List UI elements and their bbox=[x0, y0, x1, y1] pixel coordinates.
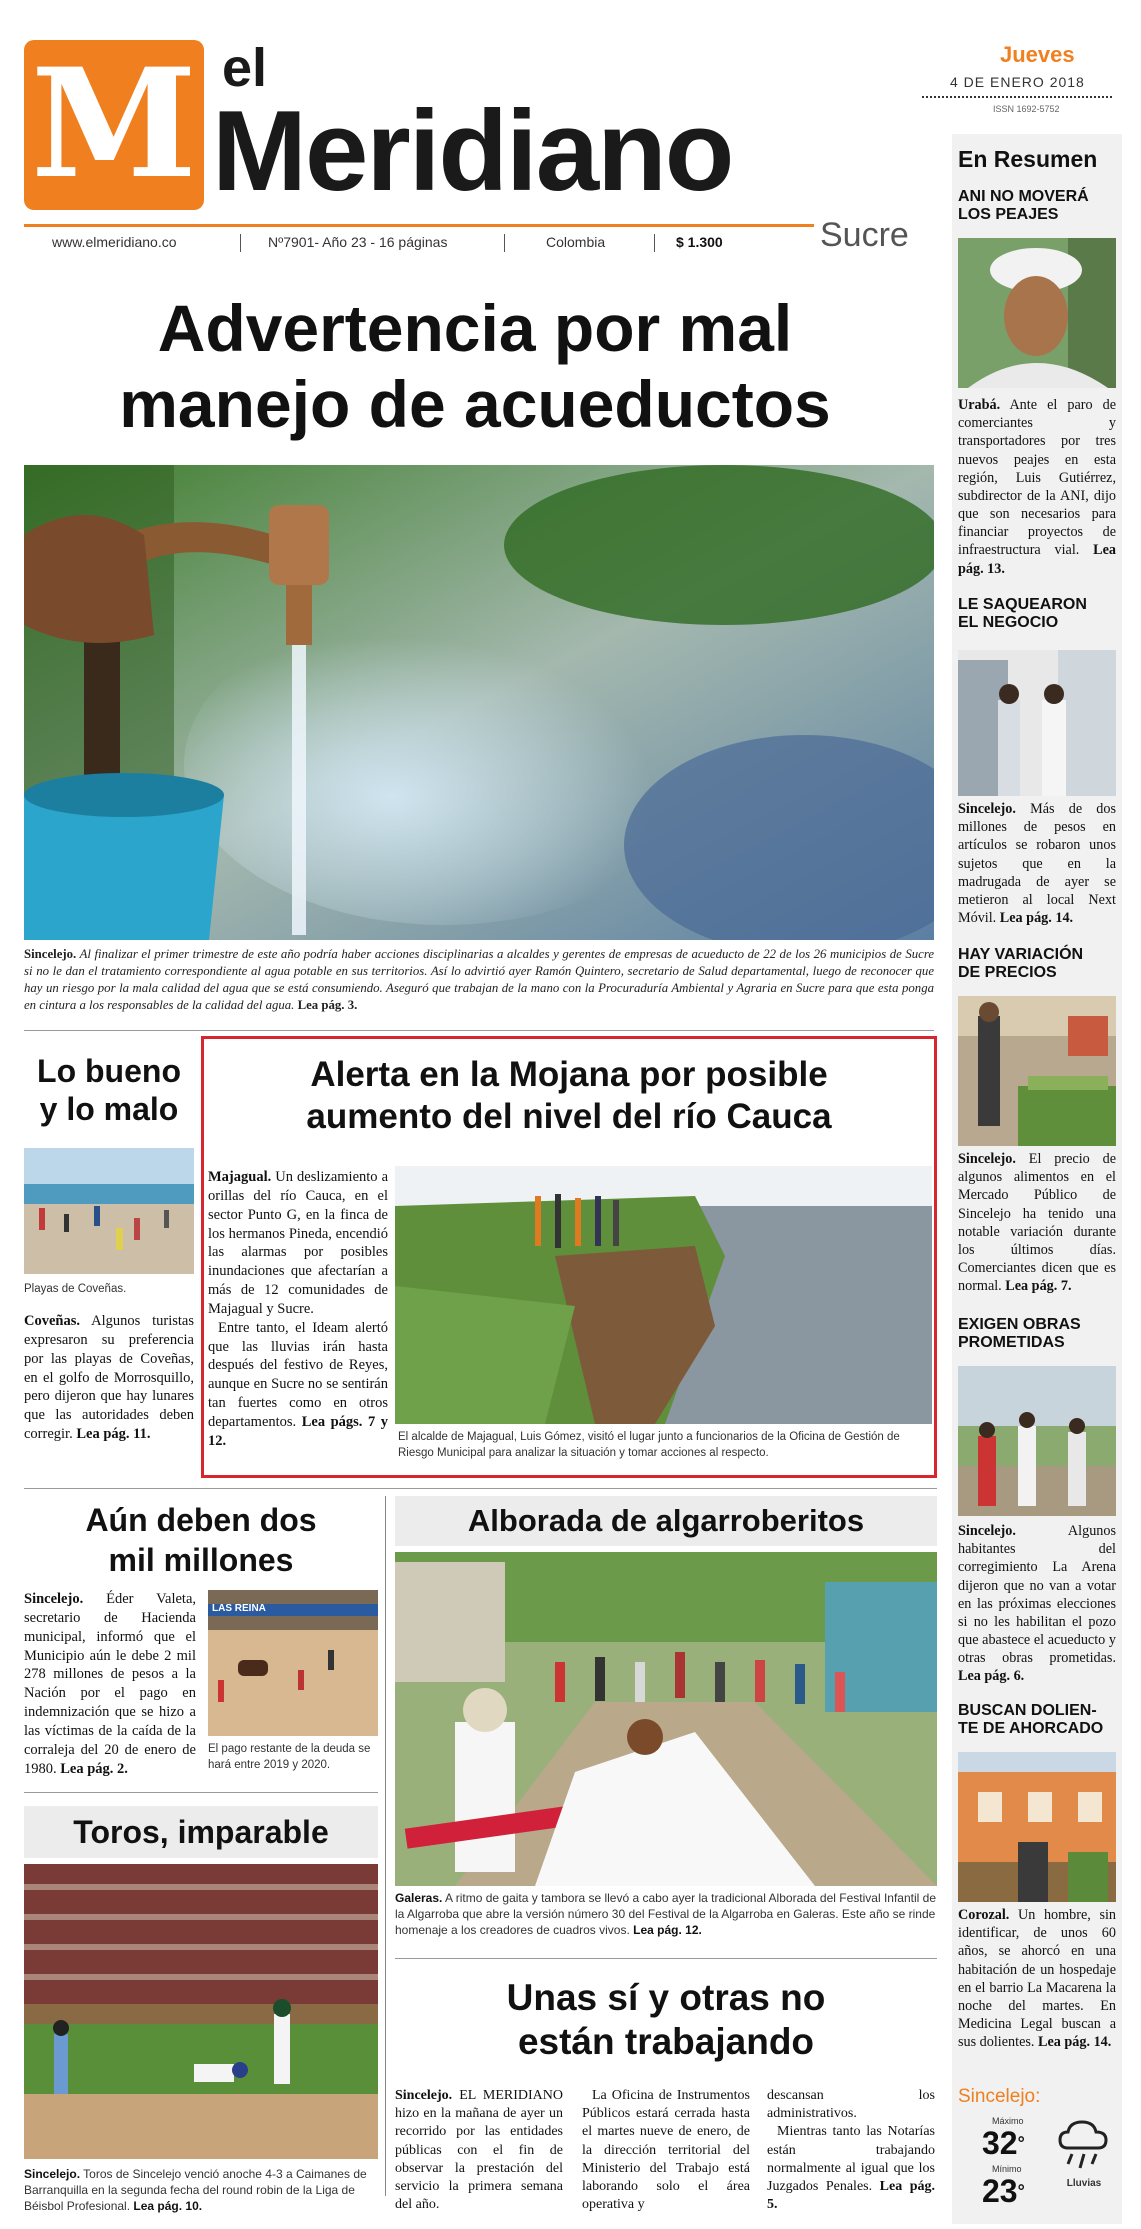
masthead-url[interactable]: www.elmeridiano.co bbox=[52, 234, 177, 250]
sidebar-item-4-head: EXIGEN OBRAS PROMETIDAS bbox=[958, 1316, 1081, 1352]
masthead-issn: ISSN 1692-5752 bbox=[993, 104, 1060, 114]
masthead-edition: Sucre bbox=[820, 216, 909, 254]
sidebar-item-3-text: Sincelejo. El precio de algunos alimentos en el Mercado Público de Sincelejo ha tenido una notable variación durante los últimos días. Comerciantes dicen que es normal. Lea pág. 7. bbox=[958, 1151, 1116, 1295]
weather-max-label: Máximo bbox=[992, 2116, 1024, 2126]
bueno-text: Coveñas. Algunos turistas expresaron su preferencia por las playas de Coveñas, en el golfo de Morrosquillo, pero dijeron que hay lunares que las autoridades deben corregir. Lea pág. 11. bbox=[24, 1313, 195, 1443]
weather-min-label: Mínimo bbox=[992, 2164, 1022, 2174]
weather-widget bbox=[952, 2086, 1122, 2224]
masthead-price: $ 1.300 bbox=[676, 234, 723, 250]
masthead-orange-rule bbox=[24, 224, 814, 227]
masthead-issue: Nº7901- Año 23 - 16 páginas bbox=[268, 234, 448, 250]
sidebar-item-1-photo bbox=[958, 238, 1116, 388]
deben-text: Sincelejo. Éder Valeta, secretario de Hacienda municipal, informó que el Municipio aún le debe 2 mil 278 millones de pesos a la Nación por el pago en indemnización que se hizo a las víctimas de la caída de la corraleja del 20 de enero de 1980. Lea pág. 2. bbox=[24, 1591, 197, 1777]
logo-letter: M bbox=[30, 36, 198, 212]
toros-headline: Toros, imparable bbox=[73, 1814, 329, 1850]
alborada-caption: Galeras. A ritmo de gaita y tambora se llevó a cabo ayer la tradicional Alborada del Festival Infantil de la Algarroba que abre la versión número 30 del Festival de la Algarroba en Galeras. Este año se rinde homenaje a los creadores de cuadros vivos. Lea pág. 12. bbox=[395, 1891, 936, 1938]
deben-photo-banner: LAS REINA bbox=[212, 1603, 266, 1614]
unas-col-1: Sincelejo. EL MERIDIANO hizo en la mañana de ayer un recorrido por las entidades públicas con el fin de observar la prestación del servicio la primera semana del año. bbox=[395, 2088, 563, 2213]
bueno-photo-caption: Playas de Coveñas. bbox=[24, 1283, 127, 1295]
lead-photo-faucet bbox=[24, 465, 934, 940]
masthead-country: Colombia bbox=[546, 234, 606, 250]
weather-max: 32° bbox=[982, 2125, 1025, 2161]
mojana-photo-riverbank bbox=[395, 1166, 932, 1424]
mojana-headline: Alerta en la Mojana por posible aumento del nivel del río Cauca bbox=[306, 1055, 832, 1136]
lead-headline: Advertencia por mal manejo de acueductos bbox=[119, 291, 831, 441]
lead-caption: Sincelejo. Al finalizar el primer trimestre de este año podría haber acciones disciplinarias a alcaldes y gerentes de empresas de acueducto de 22 de los 26 municipios de Sucre si no le dan el tratamiento correspondiente al agua potable en sus territorios. Así lo advirtió ayer Ramón Quintero, secretario de Salud departamental, luego de reconocer que hay un riesgo por la mala calidad del agua que se está consumiendo. Aseguró que trabajan de la mano con la Procuraduría Ambiental y Agraria en Sucre para que esta ponga en cintura a los responsables de la calidad del agua. Lea pág. 3. bbox=[24, 947, 935, 1013]
deben-headline: Aún deben dos mil millones bbox=[85, 1502, 317, 1578]
weather-min: 23° bbox=[982, 2173, 1025, 2209]
masthead-date: 4 DE ENERO 2018 bbox=[950, 74, 1085, 90]
sidebar-item-2-text: Sincelejo. Más de dos millones de pesos en artículos se robaron unos sujetos que en la madrugada de ayer se metieron al local Next Móvil. Lea pág. 14. bbox=[958, 801, 1116, 927]
sidebar-title: En Resumen bbox=[958, 146, 1098, 172]
toros-photo-baseball bbox=[24, 1864, 378, 2159]
alborada-photo-parade bbox=[395, 1552, 937, 1886]
unas-col-2: La Oficina de Instrumentos Públicos estará cerrada hasta el martes nueve de enero, de la dirección territorial del Ministerio del Trabajo está laborando solo el área operativa y bbox=[582, 2088, 750, 2213]
mojana-text: Majagual. Un deslizamiento a orillas del río Cauca, en el sector Punto G, en la finca de los hermanos Pineda, encendió las alarmas por posibles inundaciones que afectarían a más de 12 comunidades de Majagual y Sucre. Entre tanto, el Ideam alertó que las lluvias irán hasta después del festivo de Reyes, aunque en Sucre no se sentirán tan fuertes como en otros departamentos. Lea págs. 7 y 12. bbox=[208, 1169, 389, 1449]
mojana-photo-caption: El alcalde de Majagual, Luis Gómez, visitó el lugar junto a funcionarios de la Oficina de Gestión de Riesgo Municipal para analizar la situación y tomar acciones al respecto. bbox=[398, 1431, 900, 1459]
rain-cloud-icon bbox=[1056, 2118, 1110, 2174]
alborada-headline: Alborada de algarroberitos bbox=[467, 1503, 865, 1538]
bueno-headline: Lo bueno y lo malo bbox=[37, 1053, 181, 1127]
weather-condition: Lluvias bbox=[1066, 2178, 1102, 2189]
sidebar-item-5-head: BUSCAN DOLIEN- TE DE AHORCADO bbox=[958, 1702, 1104, 1738]
sidebar-item-5-photo bbox=[958, 1752, 1116, 1902]
unas-col-3: descansan los administrativos. Mientras tanto las Notarías están trabajando normalmente al igual que los Juzgados Penales. Lea pág. 5. bbox=[767, 2088, 936, 2213]
sidebar-item-1-head: ANI NO MOVERÁ LOS PEAJES bbox=[958, 188, 1089, 224]
sidebar-item-4-text: Sincelejo. Algunos habitantes del corregimiento La Arena dijeron que no van a votar en las próximas elecciones si no les habilitan el pozo que abastece el acueducto y otras obras prometidas. Lea pág. 6. bbox=[958, 1523, 1116, 1685]
sidebar-item-4-photo bbox=[958, 1366, 1116, 1516]
toros-caption: Sincelejo. Toros de Sincelejo venció anoche 4-3 a Caimanes de Barranquilla en la segunda fecha del round robin de la Liga de Béisbol Profesional. Lea pág. 10. bbox=[24, 2167, 367, 2214]
sidebar-item-2-head: LE SAQUEARON EL NEGOCIO bbox=[958, 596, 1087, 632]
unas-headline: Unas sí y otras no están trabajando bbox=[506, 1977, 826, 2062]
masthead-name: Meridiano bbox=[212, 88, 733, 215]
sidebar-item-3-photo bbox=[958, 996, 1116, 1146]
deben-photo-caption: El pago restante de la deuda se hará entre 2019 y 2020. bbox=[208, 1743, 371, 1771]
bueno-photo-beach bbox=[24, 1148, 194, 1274]
logo-box bbox=[24, 36, 204, 212]
masthead-name-small: el bbox=[222, 38, 268, 98]
deben-photo-corraleja bbox=[208, 1590, 378, 1736]
sidebar-item-2-photo bbox=[958, 650, 1116, 796]
sidebar-item-1-text: Urabá. Ante el paro de comerciantes y transportadores por tres nuevos peajes en esta región, Luis Gutiérrez, subdirector de la ANI, dijo que son necesarios para financiar proyectos de infraestructura vial. Lea pág. 13. bbox=[958, 397, 1116, 577]
weather-city: Sincelejo: bbox=[958, 2086, 1041, 2107]
masthead-day: Jueves bbox=[1000, 42, 1075, 67]
sidebar-item-5-text: Corozal. Un hombre, sin identificar, de unos 60 años, se ahorcó en una habitación de un hospedaje en el barrio La Macarena la noche del martes. En Medicina Legal buscan a sus dolientes. Lea pág. 14. bbox=[958, 1907, 1116, 2051]
sidebar-item-3-head: HAY VARIACIÓN DE PRECIOS bbox=[958, 946, 1084, 982]
